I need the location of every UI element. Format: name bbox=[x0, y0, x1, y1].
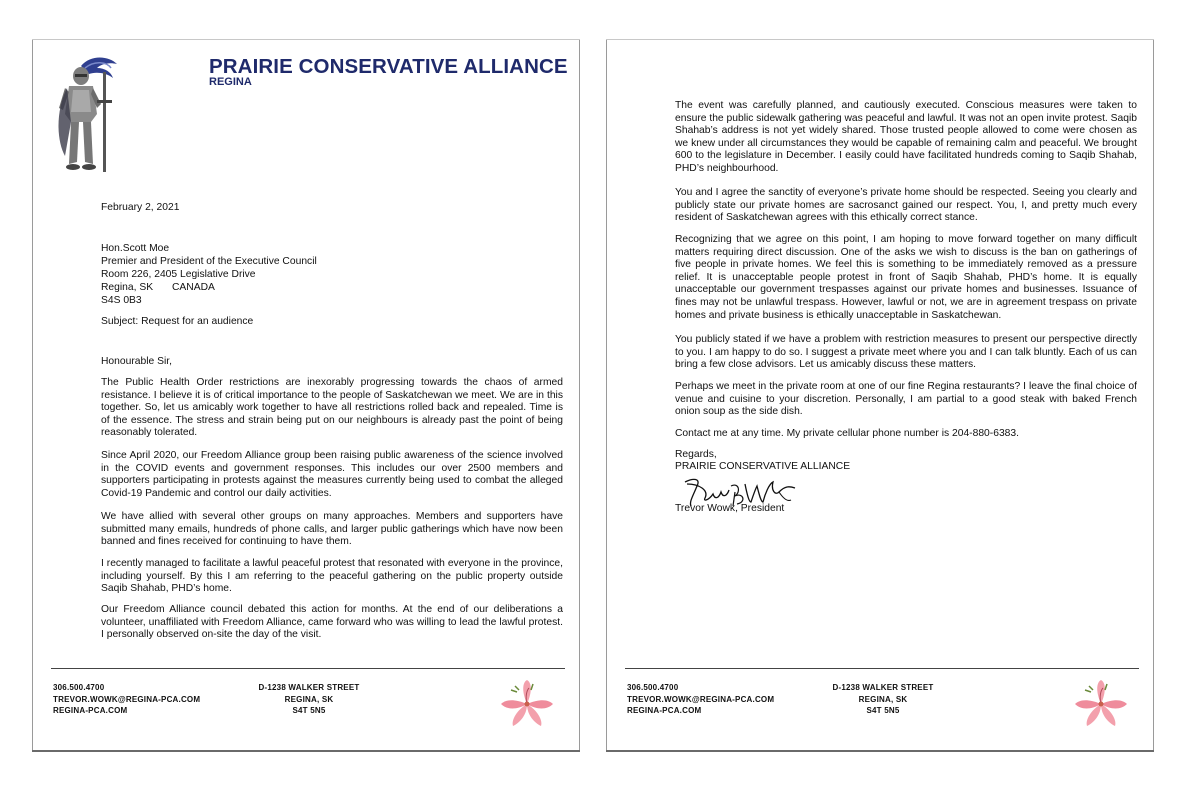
footer-contact bbox=[627, 682, 774, 717]
footer-phone: 306.500.4700 bbox=[53, 683, 105, 692]
footer-website: REGINA-PCA.COM bbox=[627, 706, 702, 715]
paragraph: Recognizing that we agree on this point, I am hoping to move forward together on many difficult matters requiring direct discussion. One of the asks we wish to discuss is the ban on gatherings of five people in private homes. We feel this is something to be immediately removed as a pressure relief. It is unacceptable people protest in front of Saqib Shahab, PHD’s home. It is equally unacceptable our government trespasses against our private homes and businesses. Issuance of fines may not be unlawful trespass. However, lawful or not, we are in agreement trespass on private homes and private business is ethically unacceptable in Saskatchewan. bbox=[675, 234, 1137, 321]
paragraph: The Public Health Order restrictions are inexorably progressing towards the chaos of armed resistance. I believe it is of critical importance to the people of Saskatchewan we meet. We are in this together. So, let us amicably work together to have all restrictions rolled back and repealed. Time is of the essence. The stress and strain being put on our neighbours is already past the point of being reasonably tolerated. bbox=[101, 377, 563, 439]
paragraph: You and I agree the sanctity of everyone’s private home should be respected. Seeing you clearly and publicly state our private homes are sacrosanct gained our respect. You, I, and pretty much every resident of Saskatchewan agrees with this ethically correct stance. bbox=[675, 187, 1137, 224]
closing-regards: Regards, bbox=[675, 449, 717, 460]
paragraph: You publicly stated if we have a problem with restriction measures to present our perspective directly to you. I am happy to do so. I suggest a private meet where you and I can talk bluntly. Each of us can bring a few close advisors. Let us amicably discuss these matters. bbox=[675, 334, 1137, 371]
footer-street: D-1238 WALKER STREET bbox=[258, 683, 360, 692]
footer-address bbox=[249, 682, 369, 717]
recipient-title: Premier and President of the Executive Council bbox=[101, 256, 317, 267]
recipient-name: Hon.Scott Moe bbox=[101, 243, 170, 254]
footer-postal: S4T 5N5 bbox=[866, 706, 900, 715]
closing-organization: PRAIRIE CONSERVATIVE ALLIANCE bbox=[675, 461, 851, 472]
footer-divider bbox=[51, 668, 565, 669]
recipient-country: CANADA bbox=[172, 282, 215, 293]
signer-name: Trevor Wowk, President bbox=[675, 503, 785, 514]
recipient-city: Regina, SK bbox=[101, 282, 154, 293]
organization-name: PRAIRIE CONSERVATIVE ALLIANCE bbox=[209, 55, 568, 78]
recipient-address: Room 226, 2405 Legislative Drive bbox=[101, 269, 256, 280]
paragraph: The event was carefully planned, and cautiously executed. Conscious measures were taken to ensure the public sidewalk gathering was peaceful and lawful. It was not an open invite protest. Saqib Shahab’s address is not yet widely shared. Those trusted people allowed to come were chosen as we knew under all circumstances they would be capable of remaining calm and peaceful. We brought 600 to the legislature in December. I easily could have facilitated hundreds coming to Saqib Shahab, PHD’s neighbourhood. bbox=[675, 100, 1137, 174]
paragraph: We have allied with several other groups on many approaches. Members and supporters have submitted many emails, hundreds of phone calls, and larger public gatherings which have now been banned and fines received for continuing to have them. bbox=[101, 511, 563, 548]
letter-date: February 2, 2021 bbox=[101, 202, 180, 213]
footer-city: REGINA, SK bbox=[858, 694, 908, 704]
organization-city: REGINA bbox=[209, 76, 252, 88]
footer-website: REGINA-PCA.COM bbox=[53, 706, 128, 715]
footer-street: D-1238 WALKER STREET bbox=[832, 683, 934, 692]
lily-icon bbox=[1075, 680, 1127, 726]
contact-paragraph: Contact me at any time. My private cellular phone number is 204-880-6383. bbox=[675, 428, 1019, 439]
footer-phone: 306.500.4700 bbox=[627, 683, 679, 692]
footer-divider bbox=[625, 668, 1139, 669]
paragraph: Our Freedom Alliance council debated this action for months. At the end of our deliberations a volunteer, unaffiliated with Freedom Alliance, came forward who was willing to lead the lawful protest. I personally observed on-site the day of the visit. bbox=[101, 604, 563, 641]
paragraph: Since April 2020, our Freedom Alliance group been raising public awareness of the science involved in the COVID events and government responses. This includes our over 2500 members and supporters participating in protests against the measures currently being used to combat the alleged Covid-19 Pandemic and control our daily activities. bbox=[101, 450, 563, 499]
footer-postal: S4T 5N5 bbox=[292, 706, 326, 715]
footer-city: REGINA, SK bbox=[284, 694, 334, 704]
letter-subject: Subject: Request for an audience bbox=[101, 316, 254, 327]
paragraph: I recently managed to facilitate a lawful peaceful protest that resonated with everyone in the province, including yourself. By this I am referring to the peaceful gathering on the public property outside Saqib Shahab, PHD’s home. bbox=[101, 558, 563, 595]
footer-address bbox=[823, 682, 943, 717]
lily-icon bbox=[501, 680, 553, 726]
paragraph: Perhaps we meet in the private room at one of our fine Regina restaurants? I leave the final choice of venue and cuisine to your discretion. Personally, I am partial to a good steak with baked French onion soup as the side dish. bbox=[675, 381, 1137, 418]
letter-salutation: Honourable Sir, bbox=[101, 356, 172, 367]
page-bottom-edge bbox=[606, 750, 1154, 752]
page-bottom-edge bbox=[32, 750, 580, 752]
letter-page-2 bbox=[606, 40, 1154, 750]
recipient-postal: S4S 0B3 bbox=[101, 295, 142, 306]
letter-page-1 bbox=[32, 40, 580, 750]
footer-email: TREVOR.WOWK@REGINA-PCA.COM bbox=[627, 694, 775, 704]
knight-icon bbox=[51, 52, 121, 180]
footer-email: TREVOR.WOWK@REGINA-PCA.COM bbox=[53, 694, 201, 704]
footer-contact bbox=[53, 682, 200, 717]
